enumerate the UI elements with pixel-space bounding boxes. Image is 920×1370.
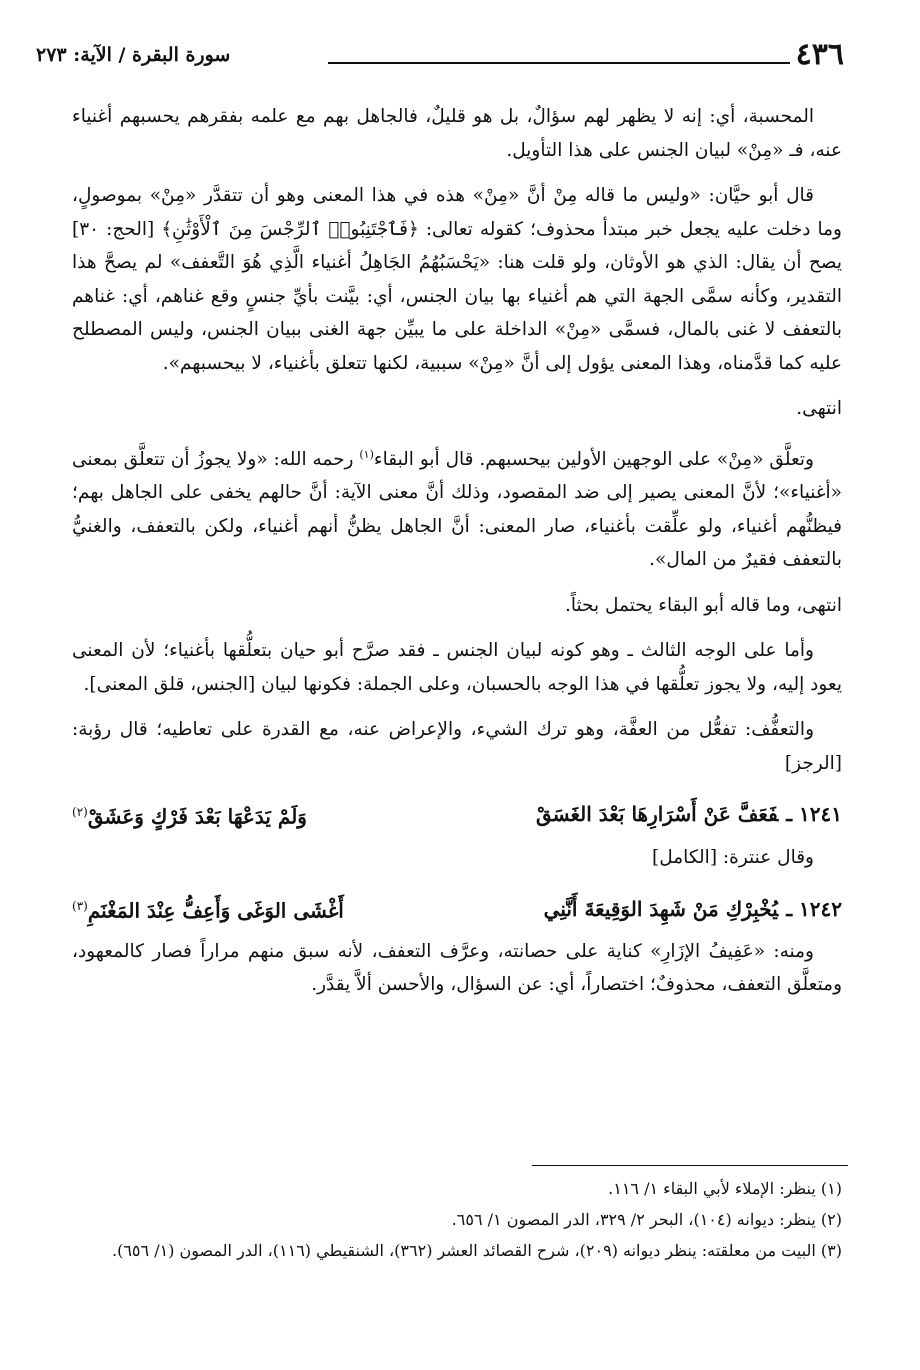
verse-second-hemistich: أَغْشَى الوَغَى وَأَعِفُّ عِنْدَ المَغْنَمِ$^{(٣)}$ [72,898,344,923]
paragraph-text: رحمه الله: «ولا يجوزُ أن تتعلَّق بمعنى «أغنياء»؛ لأنَّ المعنى يصير إلى ضد المقصود، وذلك أنَّ معنى الآية: أنَّ حالهم يخفى على الجاهل بهم؛ فيظنُّهم أغنياء، ولو علِّقت بأغنياء، صار المعنى: أنَّ الجاهل يظنُّ أنهم أغنياء، ولكن بالتعفف، والغنيُّ بالتعفف فقيرٌ من المال». [72,448,842,571]
footnote-ref: (١) [359,447,374,461]
footnote-separator [532,1165,848,1166]
footnotes [72,1174,842,1267]
verse-first-hemistich: ١٢٤١ ـفَعَفَّ عَنْ أَسْرَارِهَا بَعْدَ الغَسَقْ [535,802,842,827]
paragraph: والتعفُّف: تفعُّل من العفَّة، وهو ترك الشيء، والإعراض عنه، مع القدرة على تعاطيه؛ قال رؤبة: [الرجز] [72,719,842,774]
verse-second-hemistich: وَلَمْ يَدَعْهَا بَعْدَ فَرْكٍ وَعَشَقْ$^{(٢)}$ [72,804,307,829]
paragraph [72,438,842,577]
paragraph: المحسبة، أي: إنه لا يظهر لهم سؤالٌ، بل هو قليلٌ، فالجاهل بهم مع علمه بفقرهم يحسبهم أغنياء عنه، فـ «مِنْ» لبيان الجنس على هذا التأويل. [72,106,842,161]
footnote: (٣) البيت من معلقته: ينظر ديوانه (٢٠٩)، شرح القصائد العشر (٣٦٢)، الشنقيطي (١١٦)، الدر المصون (١/ ٦٥٦). [112,1241,842,1260]
verse-number: ١٢٤١ ـ [786,802,842,827]
poetry-verse [72,792,842,837]
footnote-ref: (٣) [72,899,88,914]
poetry-verse [72,886,842,931]
verse-first-hemistich: ١٢٤٢ ـيُخْبِرْكِ مَنْ شَهِدَ الوَقِيعَةَ أَنَّنِي [543,896,842,921]
page-number: ٤٣٦ [795,37,844,72]
page-header [36,38,844,72]
main-text [72,100,842,1014]
paragraph-text: وتعلَّق «مِنْ» على الوجهين الأولين بيحسبهم. قال أبو البقاء [373,448,814,470]
paragraph: وأما على الوجه الثالث ـ وهو كونه لبيان الجنس ـ فقد صرَّح أبو حيان بتعلُّقها بأغنياء؛ لأن المعنى يعود إليه، ولا يجوز تعلُّقها في هذا الوجه بالحسبان، وعلى الجملة: فكونها لبيان [الجنس، قلق المعنى]. [72,640,842,695]
header-rule [328,62,790,64]
verse-number: ١٢٤٢ ـ [786,896,842,921]
surah-verse-label: سورة البقرة / الآية: ٢٧٣ [36,44,231,66]
paragraph: قال أبو حيَّان: «وليس ما قاله مِنْ أنَّ «مِنْ» هذه في هذا المعنى وهو أن تتقدَّر «مِنْ» بموصولٍ، وما دخلت عليه يجعل خبر مبتدأ محذوف؛ كقوله تعالى: ﴿فَٱجْتَنِبُوا۟ ٱلرِّجْسَ مِنَ ٱلْأَوْثَٰنِ﴾ [الحج: ٣٠] يصح أن يقال: الذي هو الأوثان، ولو قلت هنا: «يَحْسَبُهُمُ الجَاهِلُ أغنياء الَّذِي هُوَ التَّعفف» لم يصحَّ هذا التقدير، وكأنه سمَّى الجهة التي هم أغنياء بها بيان الجنس، أي: بيَّنت بأيِّ جنسٍ وقع غناهم، أي: غناهم بالتعفف لا غنى بالمال، فسمَّى «مِنْ» الداخلة على ما يبيِّن جهة الغنى ببيان الجنس، وليس المصطلح عليه كما قدَّمناه، وهذا المعنى يؤول إلى أنَّ «مِنْ» سببية، لكنها تتعلق بأغنياء، لا بيحسبهم». [72,185,842,374]
footnote-ref: (٢) [72,805,88,820]
paragraph: انتهى. [796,398,842,419]
paragraph: ومنه: «عَفِيفُ الإزَارِ» كناية على حصانته، وعرَّف التعفف، لأنه سبق منهم مراراً فصار كالمعهود، ومتعلَّق التعفف، محذوفٌ؛ اختصاراً، أي: عن السؤال، والأحسن ألاَّ يقدَّر. [72,940,842,996]
paragraph: انتهى، وما قاله أبو البقاء يحتمل بحثاً. [564,594,842,616]
paragraph: وقال عنترة: [الكامل] [652,846,814,868]
footnote: (٢) ينظر: ديوانه (١٠٤)، البحر ٢/ ٣٢٩، الدر المصون ١/ ٦٥٦. [451,1210,842,1229]
footnote: (١) ينظر: الإملاء لأبي البقاء ١/ ١١٦. [608,1179,842,1198]
